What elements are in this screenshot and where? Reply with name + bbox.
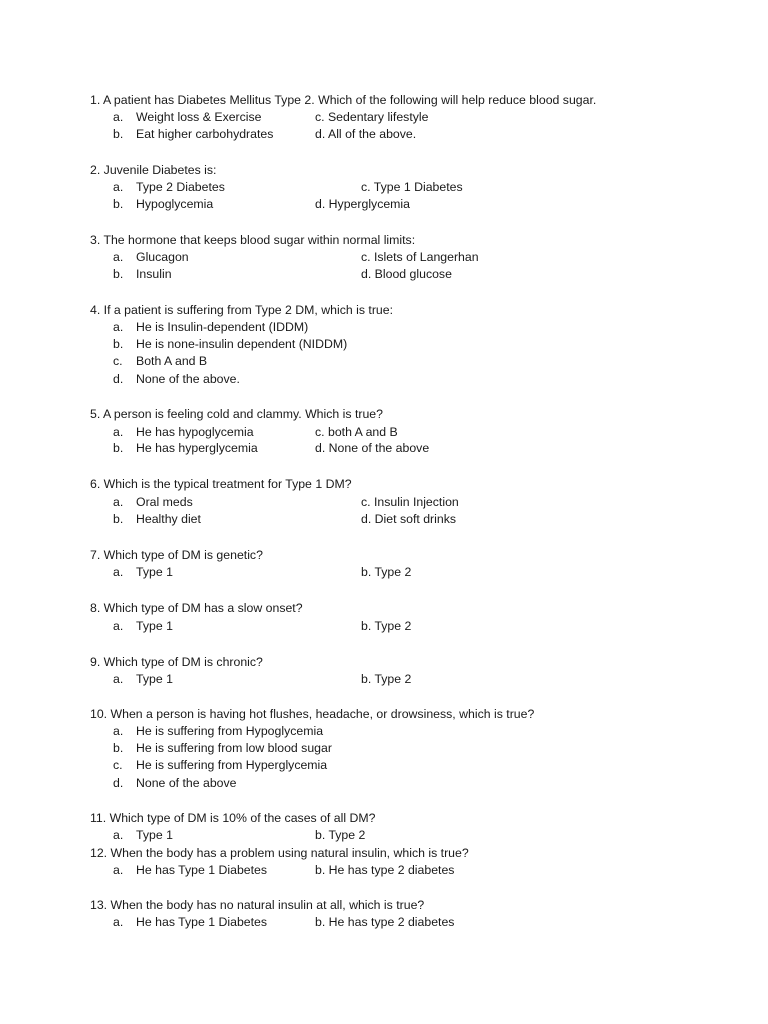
option-letter: a. (113, 915, 124, 929)
question-5: 5. A person is feeling cold and clammy. Which is true? (90, 407, 383, 421)
option-text: Weight loss & Exercise (136, 110, 262, 124)
option-text: c. both A and B (315, 425, 398, 439)
option-text: He is suffering from Hyperglycemia (136, 758, 328, 772)
option-text: He is suffering from low blood sugar (136, 741, 332, 755)
question-7: 7. Which type of DM is genetic? (90, 548, 263, 562)
option-letter: a. (113, 110, 124, 124)
option-letter: b. (113, 197, 124, 211)
option-letter: b. (113, 127, 124, 141)
option-text: b. Type 2 (361, 565, 412, 579)
option-text: c. Sedentary lifestyle (315, 110, 429, 124)
question-10: 10. When a person is having hot flushes, headache, or drowsiness, which is true? (90, 707, 535, 721)
option-text: d. Blood glucose (361, 267, 452, 281)
option-letter: b. (113, 741, 124, 755)
question-1: 1. A patient has Diabetes Mellitus Type 2. Which of the following will help reduce blood sugar. (90, 93, 597, 107)
option-letter: a. (113, 828, 124, 842)
option-letter: b. (113, 512, 124, 526)
question-9: 9. Which type of DM is chronic? (90, 655, 263, 669)
option-text: He has hyperglycemia (136, 441, 258, 455)
option-letter: a. (113, 863, 124, 877)
option-text: d. All of the above. (315, 127, 417, 141)
question-8: 8. Which type of DM has a slow onset? (90, 601, 303, 615)
option-text: He has Type 1 Diabetes (136, 915, 268, 929)
option-text: Type 1 (136, 565, 173, 579)
option-letter: d. (113, 372, 124, 386)
question-12: 12. When the body has a problem using natural insulin, which is true? (90, 846, 469, 860)
question-11: 11. Which type of DM is 10% of the cases of all DM? (90, 811, 376, 825)
option-letter: a. (113, 320, 124, 334)
question-13: 13. When the body has no natural insulin at all, which is true? (90, 898, 425, 912)
option-text: d. None of the above (315, 441, 430, 455)
option-text: He is none-insulin dependent (NIDDM) (136, 337, 348, 351)
option-letter: c. (113, 354, 123, 368)
option-text: Type 1 (136, 672, 173, 686)
option-text: None of the above. (136, 372, 240, 386)
option-text: Glucagon (136, 250, 189, 264)
option-text: He has Type 1 Diabetes (136, 863, 268, 877)
option-letter: a. (113, 619, 124, 633)
option-text: He is Insulin-dependent (IDDM) (136, 320, 309, 334)
option-text: c. Type 1 Diabetes (361, 180, 463, 194)
option-text: He has hypoglycemia (136, 425, 254, 439)
option-letter: a. (113, 672, 124, 686)
option-text: b. Type 2 (361, 672, 412, 686)
option-text: b. Type 2 (315, 828, 366, 842)
option-text: Type 2 Diabetes (136, 180, 225, 194)
option-text: None of the above (136, 776, 237, 790)
option-text: Insulin (136, 267, 172, 281)
option-letter: a. (113, 565, 124, 579)
option-text: b. He has type 2 diabetes (315, 863, 455, 877)
option-text: Oral meds (136, 495, 193, 509)
option-letter: c. (113, 758, 123, 772)
option-letter: b. (113, 337, 124, 351)
option-text: c. Islets of Langerhan (361, 250, 479, 264)
option-text: b. He has type 2 diabetes (315, 915, 455, 929)
question-4: 4. If a patient is suffering from Type 2 DM, which is true: (90, 303, 394, 317)
option-letter: a. (113, 495, 124, 509)
option-letter: d. (113, 776, 124, 790)
option-letter: b. (113, 267, 124, 281)
option-text: Eat higher carbohydrates (136, 127, 274, 141)
option-text: Hypoglycemia (136, 197, 214, 211)
option-text: Type 1 (136, 619, 173, 633)
option-text: Both A and B (136, 354, 208, 368)
option-letter: a. (113, 724, 124, 738)
option-text: Type 1 (136, 828, 173, 842)
option-text: Healthy diet (136, 512, 201, 526)
option-text: b. Type 2 (361, 619, 412, 633)
question-3: 3. The hormone that keeps blood sugar within normal limits: (90, 233, 416, 247)
option-text: d. Hyperglycemia (315, 197, 410, 211)
option-letter: a. (113, 180, 124, 194)
option-text: He is suffering from Hypoglycemia (136, 724, 324, 738)
option-letter: a. (113, 425, 124, 439)
question-2: 2. Juvenile Diabetes is: (90, 163, 217, 177)
option-letter: b. (113, 441, 124, 455)
option-letter: a. (113, 250, 124, 264)
question-6: 6. Which is the typical treatment for Type 1 DM? (90, 477, 352, 491)
option-text: c. Insulin Injection (361, 495, 459, 509)
option-text: d. Diet soft drinks (361, 512, 456, 526)
